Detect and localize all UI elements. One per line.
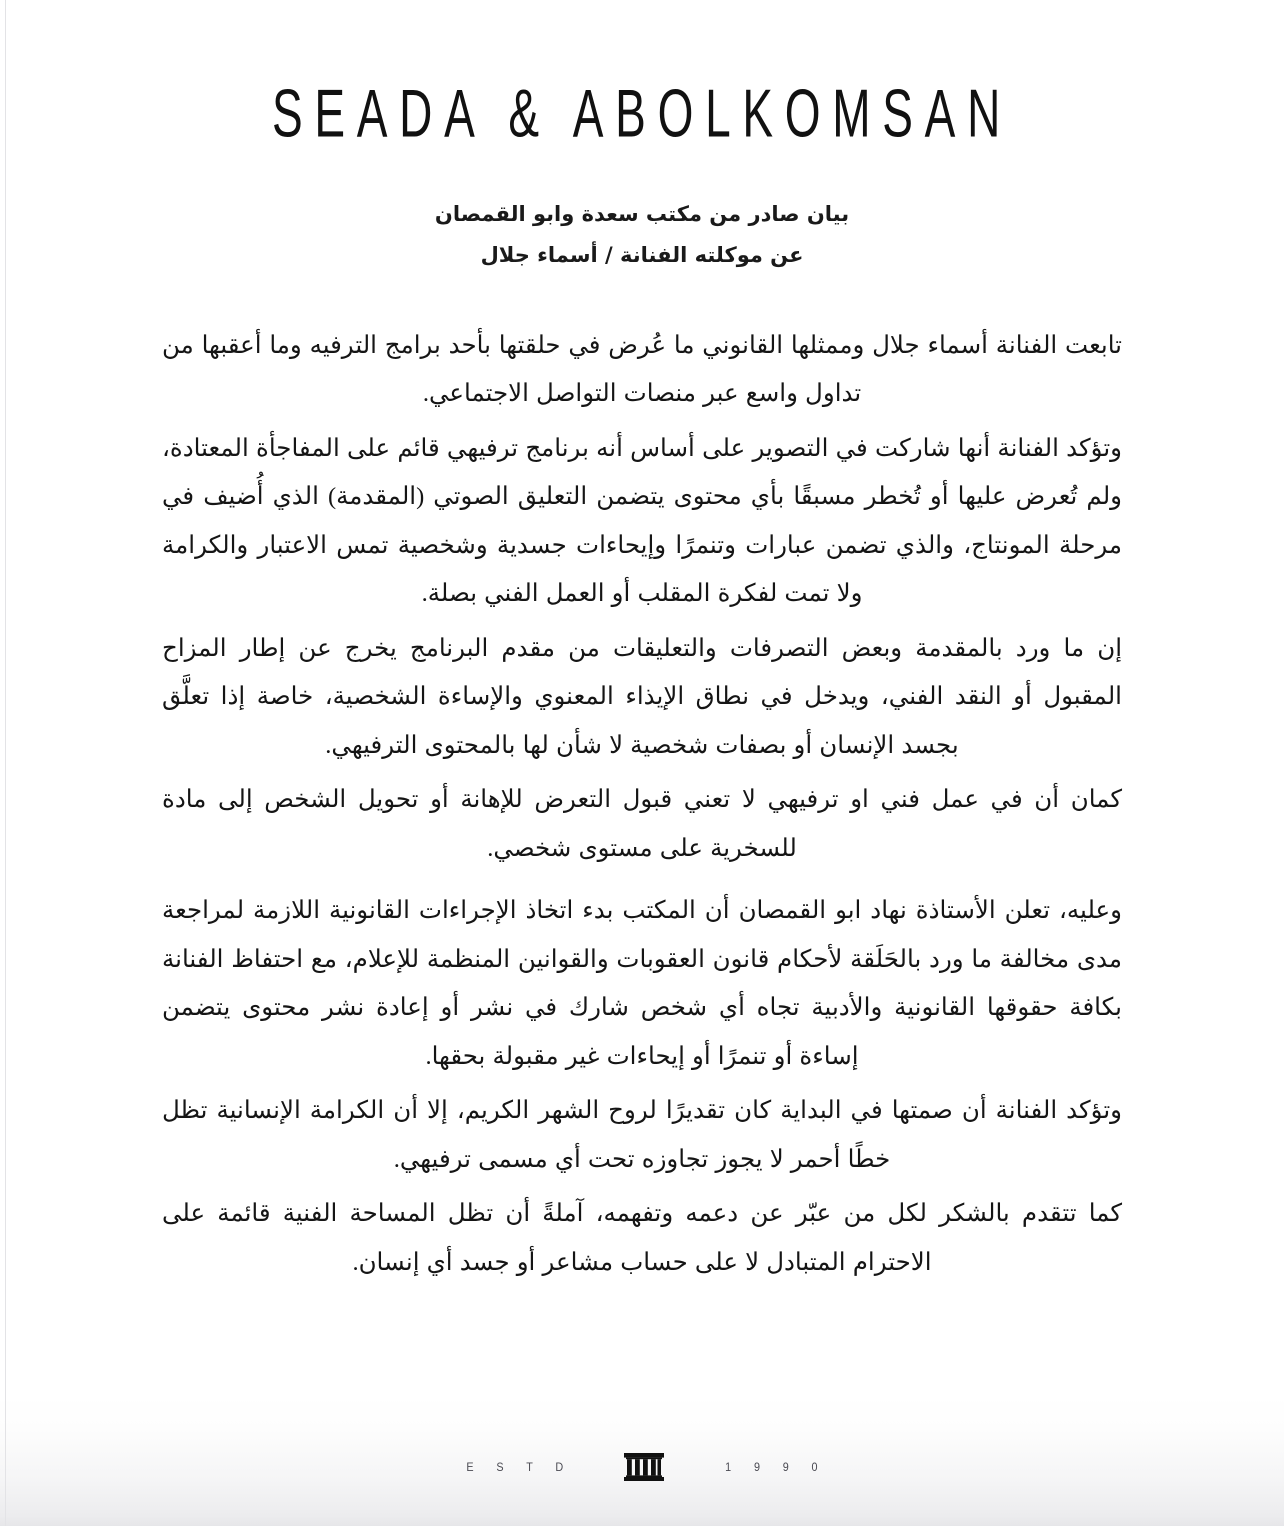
established-label: E S T D (466, 1460, 573, 1474)
subtitle-line-client: عن موكلته الفنانة / أسماء جلال (480, 242, 804, 267)
paragraph-6: وتؤكد الفنانة أن صمتها في البداية كان تقديرًا لروح الشهر الكريم، إلا أن الكرامة الإنسانية تظل خطًا أحمر لا يجوز تجاوزه تحت أي مسمى ترفيهي. (162, 1097, 1122, 1173)
masthead (0, 0, 1284, 152)
statement-subtitle (0, 194, 1284, 276)
paragraph-4: كمان أن في عمل فني او ترفيهي لا تعني قبول التعرض للإهانة أو تحويل الشخص إلى مادة للسخرية على مستوى شخصي. (162, 786, 1122, 862)
paragraph-5: وعليه، تعلن الأستاذة نهاد ابو القمصان أن المكتب بدء اتخاذ الإجراءات القانونية اللازمة لمراجعة مدى مخالفة ما ورد بالحَلَقة لأحكام قانون العقوبات والقوانين المنظمة للإعلام، مع احتفاظ الفنانة بكافة حقوقها القانونية والأدبية تجاه أي شخص شارك في نشر أو إعادة نشر محتوى يتضمن إساءة أو تنمرًا أو إيحاءات غير مقبولة بحقها. (162, 897, 1122, 1070)
paragraph-1: تابعت الفنانة أسماء جلال وممثلها القانوني ما عُرض في حلقتها بأحد برامج الترفيه وما أعقبها من تداول واسع عبر منصات التواصل الاجتماعي. (162, 331, 1122, 408)
classical-colonnade-icon (623, 1452, 665, 1482)
paragraph-7: كما تتقدم بالشكر لكل من عبّر عن دعمه وتفهمه، آملةً أن تظل المساحة الفنية قائمة على الاحترام المتبادل لا على حساب مشاعر أو جسد أي إنسان. (162, 1200, 1122, 1276)
paragraph-2: وتؤكد الفنانة أنها شاركت في التصوير على أساس أنه برنامج ترفيهي قائم على المفاجأة المعتادة، ولم تُعرض عليها أو تُخطر مسبقًا بأي محتوى يتضمن التعليق الصوتي (المقدمة) الذي أُضيف في مرحلة المونتاج، والذي تضمن عبارات وتنمرًا وإيحاءات جسدية وشخصية تمس الاعتبار والكرامة ولا تمت لفكرة المقلب أو العمل الفني بصلة. (162, 434, 1122, 608)
page-left-edge-rule-inner (5, 0, 6, 1526)
firm-wordmark: SEADA & ABOLKOMSAN (271, 76, 1013, 152)
statement-body (162, 276, 1122, 1288)
page-footer (0, 1452, 1284, 1482)
paragraph-3: إن ما ورد بالمقدمة وبعض التصرفات والتعليقات من مقدم البرنامج يخرج عن إطار المزاح المقبول أو النقد الفني، ويدخل في نطاق الإيذاء المعنوي والإساءة الشخصية، خاصة إذا تعلَّق بجسد الإنسان أو بصفات شخصية لا شأن لها بالمحتوى الترفيهي. (162, 634, 1122, 759)
subtitle-line-issuer: بيان صادر من مكتب سعدة وابو القمصان (434, 201, 850, 226)
page-left-edge-rule (5, 0, 6, 1526)
established-year: 1 9 9 0 (725, 1460, 828, 1474)
